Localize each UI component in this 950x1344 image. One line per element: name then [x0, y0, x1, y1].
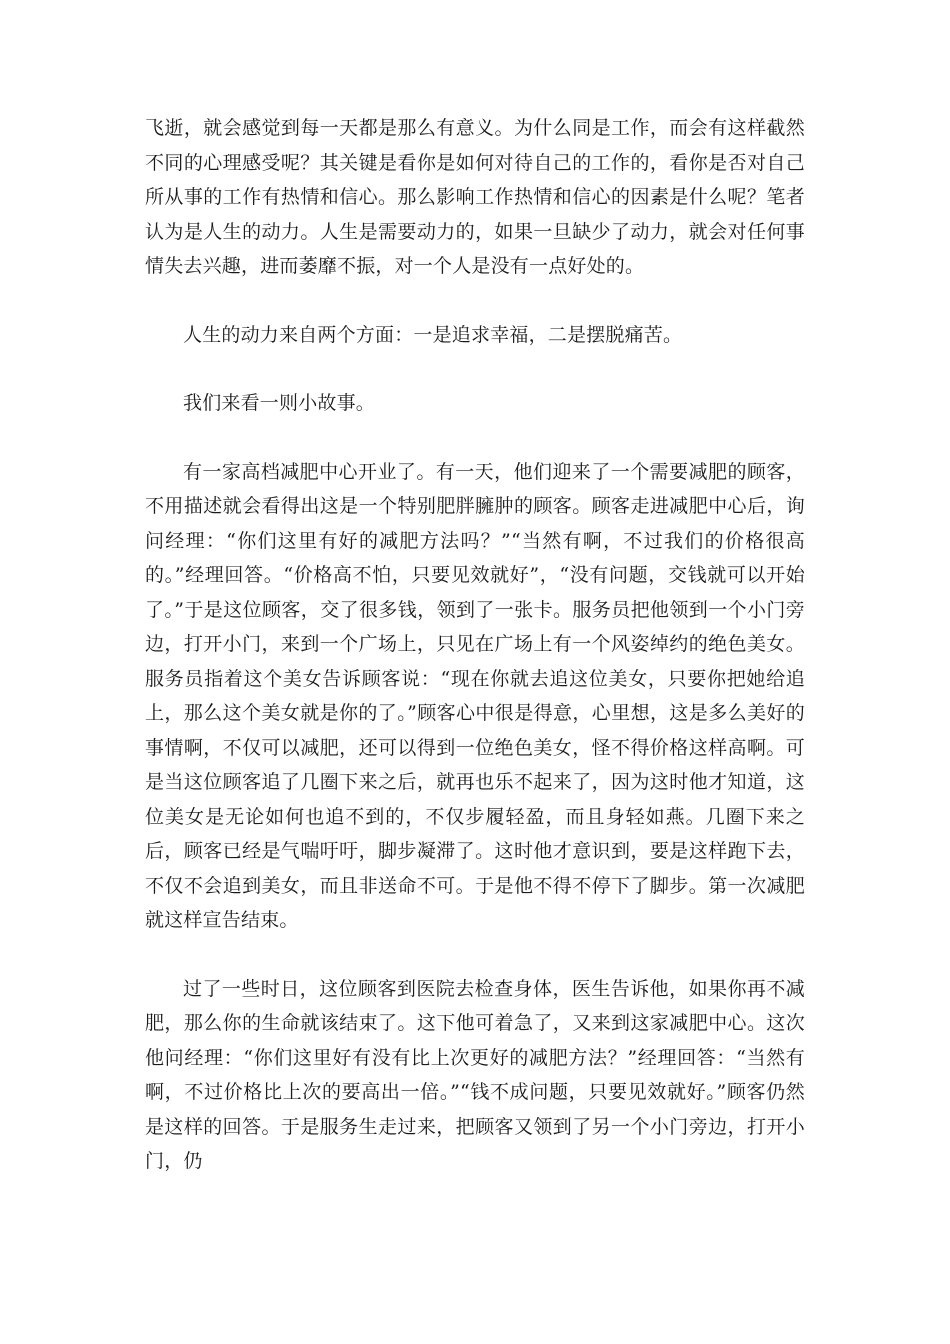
paragraph-2: 人生的动力来自两个方面：一是追求幸福，二是摆脱痛苦。: [183, 323, 683, 346]
paragraph-1: 飞逝，就会感觉到每一天都是那么有意义。为什么同是工作，而会有这样截然不同的心理感受呢？其关键是看你是如何对待自己的工作的，看你是否对自己所从事的工作有热情和信心。那么影响工作热情和信心的因素是什么呢？笔者认为是人生的动力。人生是需要动力的，如果一旦缺少了动力，就会对任何事情失去兴趣，进而萎靡不振，对一个人是没有一点好处的。: [145, 117, 805, 277]
paragraph-5: 过了一些时日，这位顾客到医院去检查身体，医生告诉他，如果你再不减肥，那么你的生命就该结束了。这下他可着急了，又来到这家减肥中心。这次他问经理：“你们这里好有没有比上次更好的减肥方法？”经理回答：“当然有啊，不过价格比上次的要高出一倍。”“钱不成问题，只要见效就好。”顾客仍然是这样的回答。于是服务生走过来，把顾客又领到了另一个小门旁边，打开小门，仍: [145, 977, 805, 1172]
paragraph-3: 我们来看一则小故事。: [183, 392, 376, 414]
document-body: [145, 111, 805, 1213]
paragraph-4: 有一家高档减肥中心开业了。有一天，他们迎来了一个需要减肥的顾客，不用描述就会看得出这是一个特别肥胖臃肿的顾客。顾客走进减肥中心后，询问经理：“你们这里有好的减肥方法吗？”“当然有啊，不过我们的价格很高的。”经理回答。“价格高不怕，只要见效就好”，“没有问题，交钱就可以开始了。”于是这位顾客，交了很多钱，领到了一张卡。服务员把他领到一个小门旁边，打开小门，来到一个广场上，只见在广场上有一个风姿绰约的绝色美女。服务员指着这个美女告诉顾客说：“现在你就去追这位美女，只要你把她给追上，那么这个美女就是你的了。”顾客心中很是得意，心里想，这是多么美好的事情啊，不仅可以减肥，还可以得到一位绝色美女，怪不得价格这样高啊。可是当这位顾客追了几圈下来之后，就再也乐不起来了，因为这时他才知道，这位美女是无论如何也追不到的，不仅步履轻盈，而且身轻如燕。几圈下来之后，顾客已经是气喘吁吁，脚步凝滞了。这时他才意识到，要是这样跑下去，不仅不会追到美女，而且非送命不可。于是他不得不停下了脚步。第一次减肥就这样宣告结束。: [145, 460, 805, 931]
